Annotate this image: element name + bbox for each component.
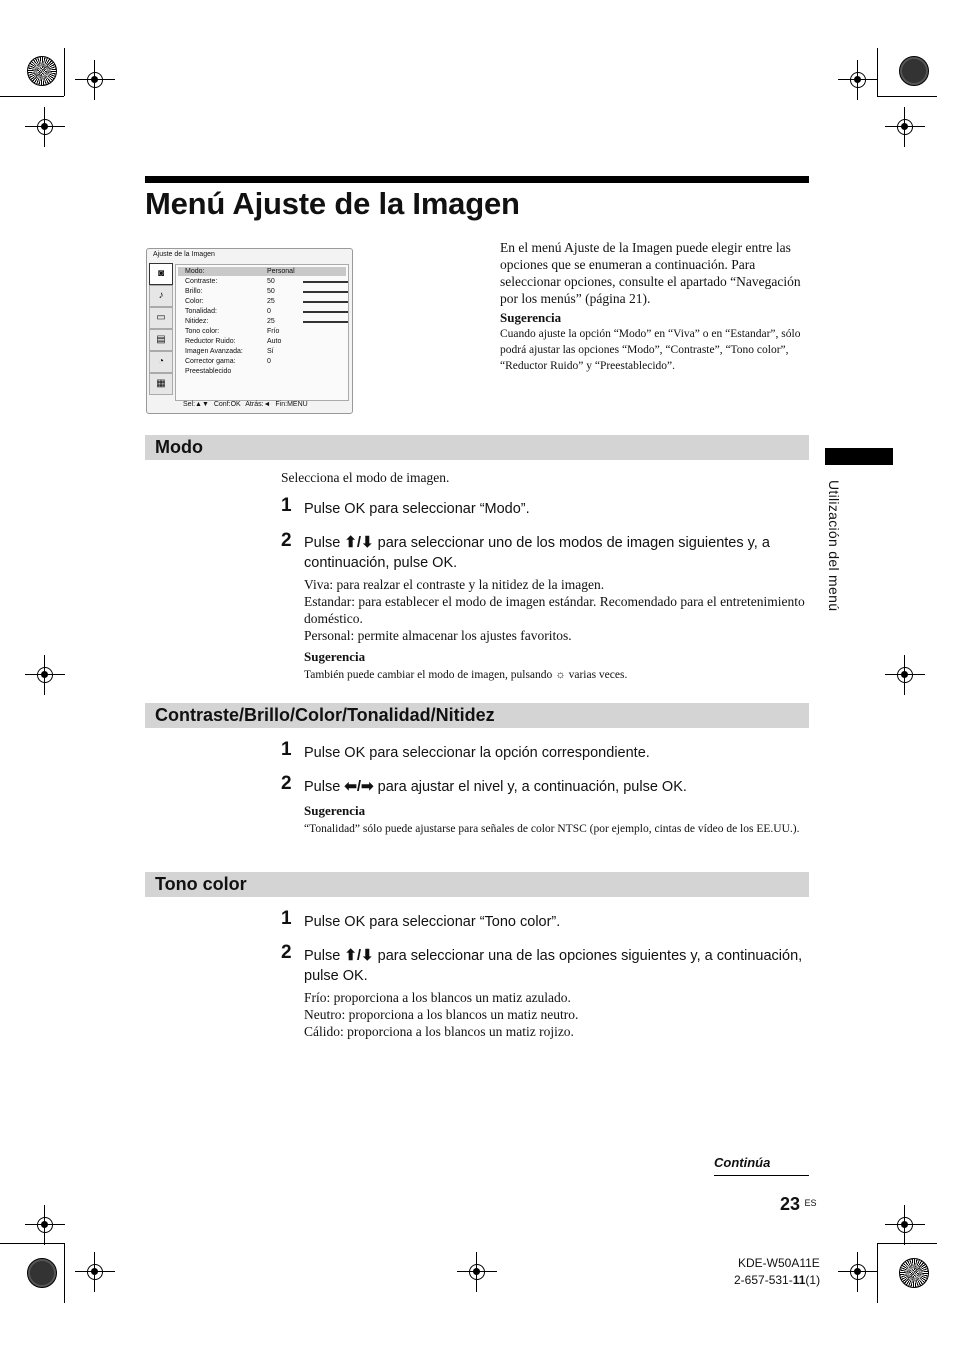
intro-tip-text: Cuando ajuste la opción “Modo” en “Viva” o en “Estandar”, sólo podrá ajustar las opciones “Modo”, “Contraste”, “Tono color”, “Reductor Ruido” y “Preestablecido”. — [500, 328, 801, 372]
modo-options — [304, 576, 809, 644]
up-down-arrow-icon: ⬆/⬇ — [344, 534, 374, 551]
part-code: 2-657-531-11(1) — [734, 1273, 821, 1287]
modo-option-viva: Viva: para realzar el contraste y la nitidez de la imagen. — [304, 577, 605, 592]
intro-text: En el menú Ajuste de la Imagen puede elegir entre las opciones que se enumeran a continuación. Para seleccionar opciones, consulte el apartado “Navegación por los menús” (página 21). — [500, 240, 801, 306]
level-bar — [303, 321, 348, 323]
left-right-arrow-icon: ⬅/➡ — [344, 778, 374, 795]
level-bar — [303, 281, 348, 283]
modo-lead: Selecciona el modo de imagen. — [281, 470, 450, 485]
screen-panel: Modo: Personal Contraste: 50 Brillo: 50 Color: 25 Tonalidad: 0 Nitidez: 25 Tono color: Frío Reductor Ruido: Auto Imagen Avanzada: Sí Corrector gama: 0 Preestablecido — [175, 264, 349, 401]
page-number: 23 $^{ES}$ — [780, 1194, 817, 1214]
sound-tab-icon: ♪ — [149, 285, 173, 307]
level-bar — [303, 301, 348, 303]
model-number: KDE-W50A11E — [738, 1256, 820, 1270]
modo-step-2: Pulse ⬆/⬇ para seleccionar uno de los modos de imagen siguientes y, a continuación, pulse OK. — [304, 534, 770, 571]
tono-step-2: Pulse ⬆/⬇ para seleccionar una de las opciones siguientes y, a continuación, pulse OK. — [304, 947, 803, 984]
features-tab-icon: ▤ — [149, 329, 173, 351]
picture-tab-icon: ◙ — [149, 263, 173, 285]
page-title: Menú Ajuste de la Imagen — [145, 186, 520, 221]
level-bar — [303, 311, 348, 313]
title-rule — [145, 176, 809, 183]
section-tono-color: Tono color — [145, 872, 809, 897]
screen-header: Ajuste de la Imagen — [153, 251, 215, 258]
screen-footer: Sel:▲▼ Conf:OK Atrás:◄ Fin:MENU — [183, 401, 308, 408]
step-number: 1 — [281, 908, 292, 929]
contraste-step-2: Pulse ⬅/➡ para ajustar el nivel y, a continuación, pulse OK. — [304, 778, 687, 795]
level-bar — [303, 291, 348, 293]
tono-step-1: Pulse OK para seleccionar “Tono color”. — [304, 914, 561, 930]
modo-tip-text: También puede cambiar el modo de imagen, pulsando ☼ varias veces. — [304, 669, 628, 681]
timer-tab-icon: ◔ — [149, 351, 173, 373]
screen-tab-icon: ▭ — [149, 307, 173, 329]
section-contraste: Contraste/Brillo/Color/Tonalidad/Nitidez — [145, 703, 809, 728]
modo-tip-heading: Sugerencia — [304, 649, 366, 664]
step-number: 1 — [281, 739, 292, 760]
side-label: Utilización del menú — [826, 480, 842, 612]
step-number: 2 — [281, 942, 292, 963]
modo-step-1: Pulse OK para seleccionar “Modo”. — [304, 501, 530, 517]
tono-options — [304, 989, 809, 1040]
tono-option-calido: Cálido: proporciona a los blancos un matiz rojizo. — [304, 1024, 574, 1039]
setup-tab-icon: ▦ — [149, 373, 173, 395]
modo-option-personal: Personal: permite almacenar los ajustes favoritos. — [304, 628, 572, 643]
tono-option-neutro: Neutro: proporciona a los blancos un matiz neutro. — [304, 1007, 579, 1022]
tono-option-frio: Frío: proporciona a los blancos un matiz azulado. — [304, 990, 571, 1005]
modo-option-estandar: Estandar: para establecer el modo de imagen estándar. Recomendado para el entretenimiento doméstico. — [304, 594, 805, 626]
continua-rule — [714, 1175, 809, 1176]
menu-screen-illustration — [146, 248, 353, 414]
picture-mode-icon: ☼ — [555, 669, 566, 681]
side-tab-marker — [825, 448, 893, 465]
contraste-tip-heading: Sugerencia — [304, 803, 366, 818]
section-modo: Modo — [145, 435, 809, 460]
screen-tabs — [149, 263, 173, 403]
continua-label: Continúa — [714, 1155, 771, 1170]
intro-tip-heading: Sugerencia — [500, 310, 562, 325]
step-number: 1 — [281, 495, 292, 516]
step-number: 2 — [281, 530, 292, 551]
contraste-step-1: Pulse OK para seleccionar la opción correspondiente. — [304, 745, 650, 761]
up-down-arrow-icon: ⬆/⬇ — [344, 947, 374, 964]
step-number: 2 — [281, 773, 292, 794]
contraste-tip-text: “Tonalidad” sólo puede ajustarse para señales de color NTSC (por ejemplo, cintas de vídeo de los EE.UU.). — [304, 823, 800, 835]
